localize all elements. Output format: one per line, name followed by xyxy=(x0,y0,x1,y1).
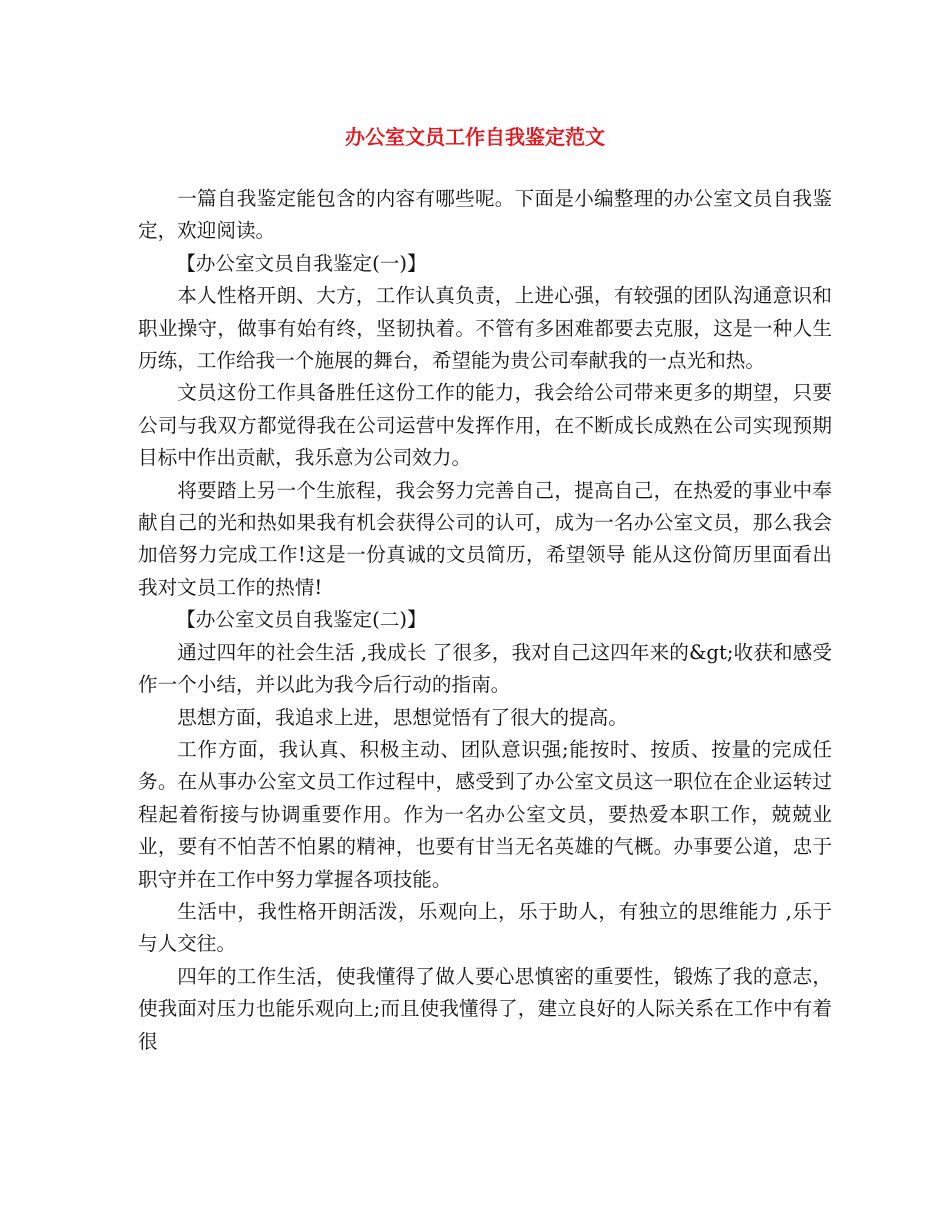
intro-paragraph: 一篇自我鉴定能包含的内容有哪些呢。下面是小编整理的办公室文员自我鉴定，欢迎阅读。 xyxy=(138,187,832,243)
document-title: 办公室文员工作自我鉴定范文 xyxy=(345,125,605,149)
paragraph: 将要踏上另一个生旅程，我会努力完善自己，提高自己，在热爱的事业中奉献自己的光和热如果我有机会获得公司的认可，成为一名办公室文员，那么我会加倍努力完成工作!这是一份真诚的文员简历，希望领导 能从这份简历里面看出我对文员工作的热情! xyxy=(138,478,832,599)
section-heading-2: 【办公室文员自我鉴定(二)】 xyxy=(176,608,427,632)
paragraph: 四年的工作生活，使我懂得了做人要心思慎密的重要性，锻炼了我的意志，使我面对压力也能乐观向上;而且使我懂得了，建立良好的人际关系在工作中有着很 xyxy=(138,964,832,1053)
paragraph: 文员这份工作具备胜任这份工作的能力，我会给公司带来更多的期望，只要公司与我双方都觉得我在公司运营中发挥作用，在不断成长成熟在公司实现预期目标中作出贡献，我乐意为公司效力。 xyxy=(138,381,832,470)
paragraph: 通过四年的社会生活 ,我成长 了很多，我对自己这四年来的&gt;收获和感受作一个小结，并以此为我今后行动的指南。 xyxy=(138,640,832,697)
paragraph: 本人性格开朗、大方，工作认真负责，上进心强，有较强的团队沟通意识和职业操守，做事有始有终，坚韧执着。不管有多困难都要去克服，这是一种人生历练，工作给我一个施展的舞台，希望能为贵公司奉献我的一点光和热。 xyxy=(138,284,832,373)
paragraph: 工作方面，我认真、积极主动、团队意识强;能按时、按质、按量的完成任务。在从事办公室文员工作过程中，感受到了办公室文员这一职位在企业运转过程起着衔接与协调重要作用。作为一名办公室文员，要热爱本职工作，兢兢业业，要有不怕苦不怕累的精神，也要有甘当无名英雄的气概。办事要公道，忠于职守并在工作中努力掌握各项技能。 xyxy=(138,737,832,891)
paragraph: 生活中，我性格开朗活泼，乐观向上，乐于助人，有独立的思维能力 ,乐于与人交往。 xyxy=(138,899,832,956)
section-heading-1: 【办公室文员自我鉴定(一)】 xyxy=(176,251,427,275)
paragraph: 思想方面，我追求上进，思想觉悟有了很大的提高。 xyxy=(177,705,628,729)
document-body xyxy=(138,183,832,1058)
